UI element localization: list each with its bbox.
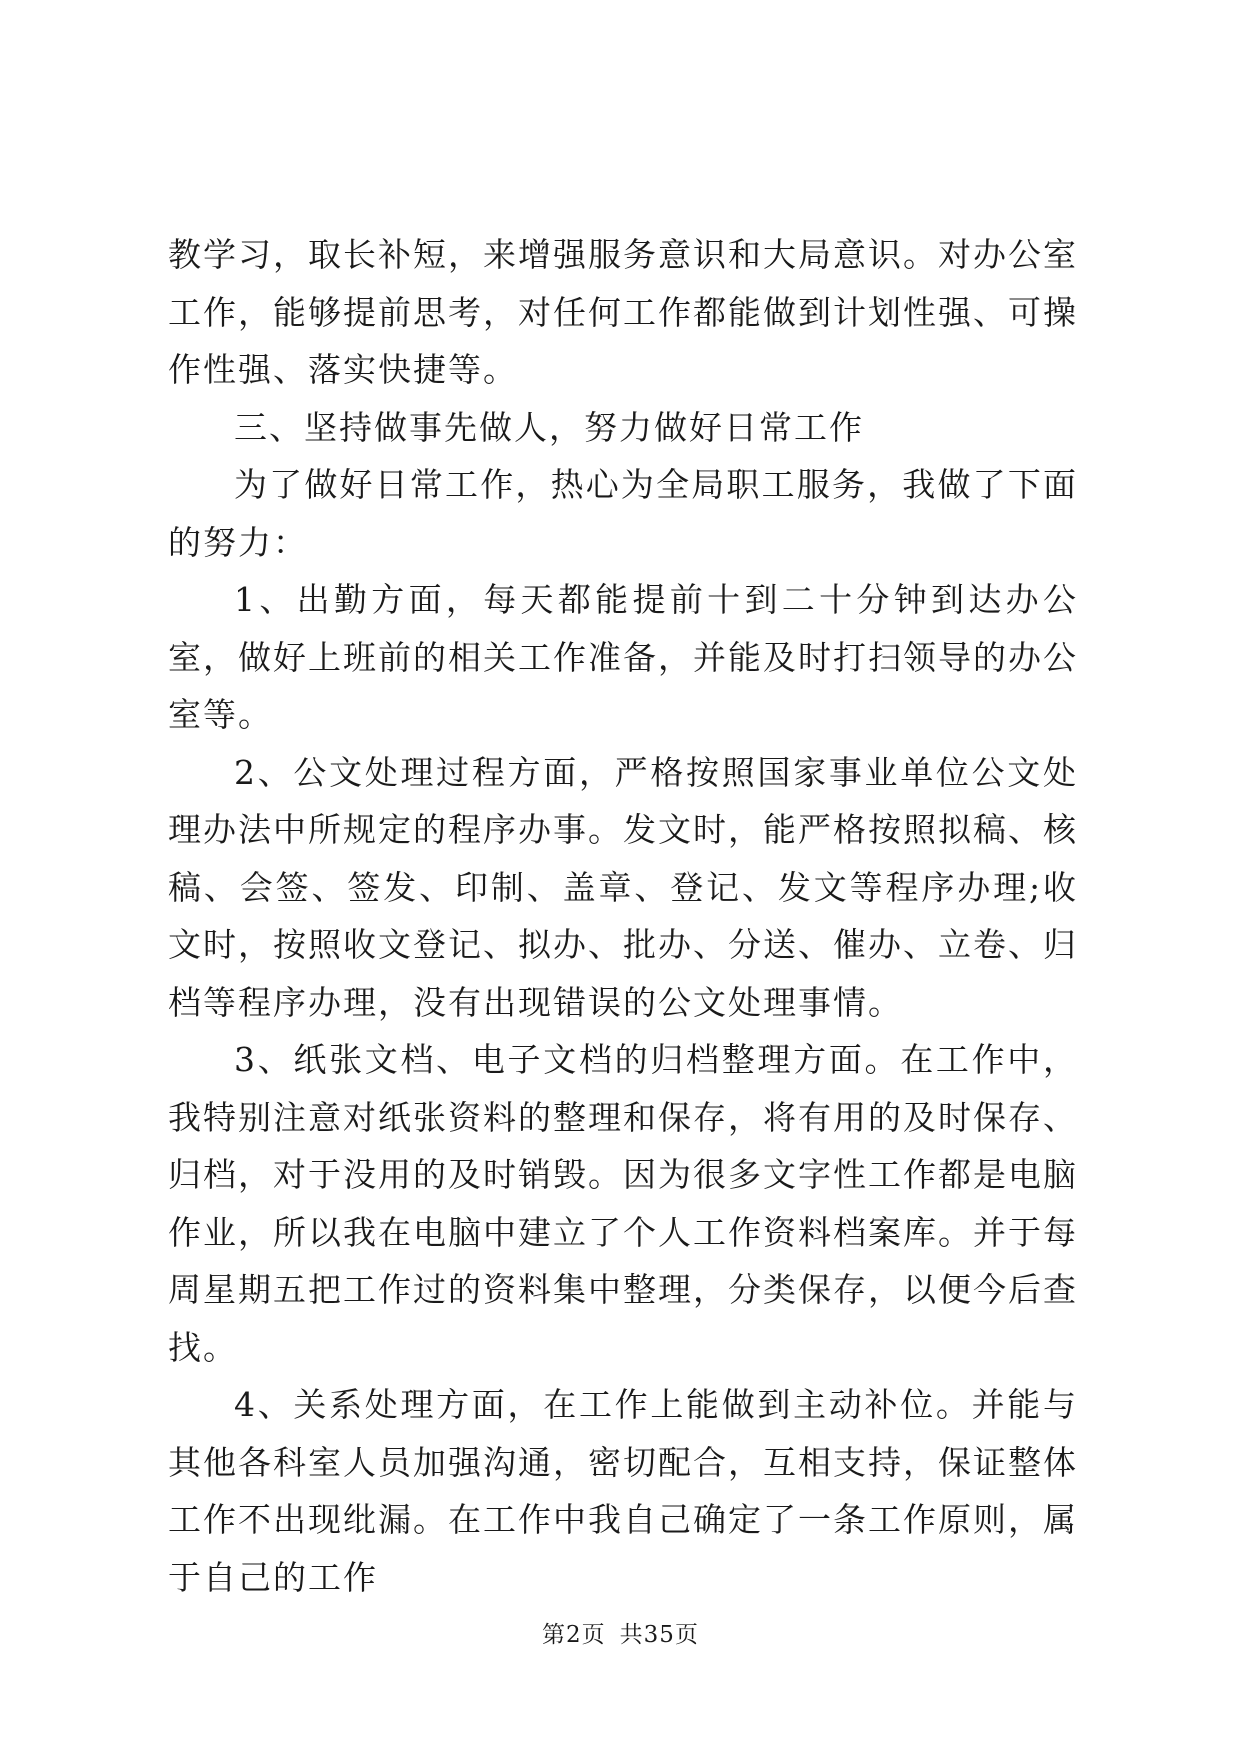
page-footer bbox=[0, 1616, 1241, 1649]
page-number: 第2页 bbox=[542, 1622, 606, 1648]
paragraph-item-1: 1、出勤方面，每天都能提前十到二十分钟到达办公室，做好上班前的相关工作准备，并能及时打扫领导的办公室等。 bbox=[168, 580, 1078, 734]
paragraph-continuation: 教学习，取长补短，来增强服务意识和大局意识。对办公室工作，能够提前思考，对任何工作都能做到计划性强、可操作性强、落实快捷等。 bbox=[168, 235, 1078, 389]
paragraph-item-3: 3、纸张文档、电子文档的归档整理方面。在工作中，我特别注意对纸张资料的整理和保存，将有用的及时保存、归档，对于没用的及时销毁。因为很多文字性工作都是电脑作业，所以我在电脑中建立了个人工作资料档案库。并于每周星期五把工作过的资料集中整理，分类保存，以便今后查找。 bbox=[168, 1040, 1078, 1367]
section-heading: 三、坚持做事先做人，努力做好日常工作 bbox=[234, 407, 864, 447]
document-body bbox=[168, 226, 1078, 1606]
paragraph-intro: 为了做好日常工作，热心为全局职工服务，我做了下面的努力： bbox=[168, 465, 1078, 562]
paragraph-item-2: 2、公文处理过程方面，严格按照国家事业单位公文处理办法中所规定的程序办事。发文时，能严格按照拟稿、核稿、会签、签发、印制、盖章、登记、发文等程序办理;收文时，按照收文登记、拟办、批办、分送、催办、立卷、归档等程序办理，没有出现错误的公文处理事情。 bbox=[168, 752, 1078, 1022]
page-total: 共35页 bbox=[619, 1622, 699, 1648]
paragraph-item-4: 4、关系处理方面，在工作上能做到主动补位。并能与其他各科室人员加强沟通，密切配合，互相支持，保证整体工作不出现纰漏。在工作中我自己确定了一条工作原则，属于自己的工作 bbox=[168, 1385, 1078, 1597]
